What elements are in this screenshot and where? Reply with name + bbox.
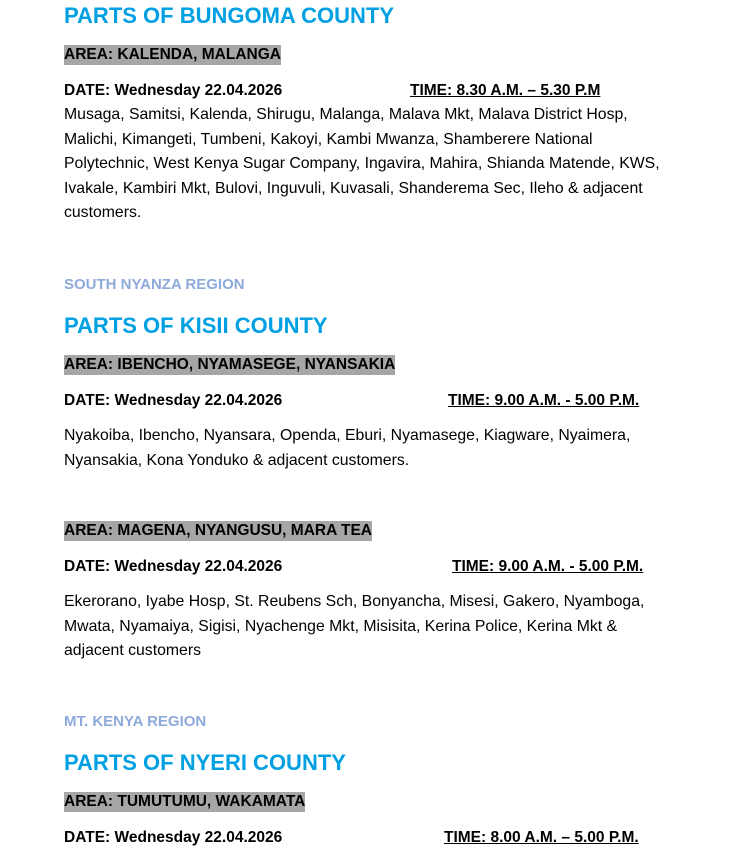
- places-list-kalenda: Musaga, Samitsi, Kalenda, Shirugu, Malanga, Malava Mkt, Malava District Hosp, Malichi, Kimangeti, Tumbeni, Kakoyi, Kambi Mwanza, Shamberere National Polytechnic, West Kenya Sugar Company, Ingavira, Mahira, Shianda Matende, KWS, Ivakale, Kambiri Mkt, Bulovi, Inguvuli, Kuvasali, Shanderema Sec, Ileho & adjacent customers.: [64, 106, 660, 221]
- region-label-mt-kenya: MT. KENYA REGION: [64, 713, 207, 730]
- date-text: DATE: Wednesday 22.04.2026: [64, 82, 283, 99]
- schedule-line-magena: [64, 557, 674, 577]
- time-text: TIME: 9.00 A.M. - 5.00 P.M.: [452, 558, 644, 575]
- schedule-line-kalenda: [64, 81, 674, 101]
- county-title-bungoma: PARTS OF BUNGOMA COUNTY: [64, 3, 394, 28]
- county-title-nyeri: PARTS OF NYERI COUNTY: [64, 750, 346, 775]
- date-text: DATE: Wednesday 22.04.2026: [64, 392, 283, 409]
- region-label-south-nyanza: SOUTH NYANZA REGION: [64, 276, 245, 293]
- time-text: TIME: 8.30 A.M. – 5.30 P.M: [410, 82, 601, 99]
- schedule-line-ibencho: [64, 391, 674, 411]
- places-list-magena: Ekerorano, Iyabe Hosp, St. Reubens Sch, Bonyancha, Misesi, Gakero, Nyamboga, Mwata, Nyamaiya, Sigisi, Nyachenge Mkt, Misisita, Kerina Police, Kerina Mkt & adjacent customers: [64, 593, 645, 659]
- area-label-ibencho: AREA: IBENCHO, NYAMASEGE, NYANSAKIA: [64, 356, 396, 373]
- time-text: TIME: 8.00 A.M. – 5.00 P.M.: [444, 829, 639, 846]
- date-text: DATE: Wednesday 22.04.2026: [64, 829, 283, 846]
- area-label-magena: AREA: MAGENA, NYANGUSU, MARA TEA: [64, 522, 373, 539]
- time-text: TIME: 9.00 A.M. - 5.00 P.M.: [448, 392, 640, 409]
- schedule-line-tumutumu: [64, 828, 674, 848]
- area-label-tumutumu: AREA: TUMUTUMU, WAKAMATA: [64, 793, 306, 810]
- county-title-kisii: PARTS OF KISII COUNTY: [64, 313, 328, 338]
- places-list-ibencho: Nyakoiba, Ibencho, Nyansara, Openda, Eburi, Nyamasege, Kiagware, Nyaimera, Nyansakia, Kona Yonduko & adjacent customers.: [64, 427, 631, 469]
- area-label-kalenda: AREA: KALENDA, MALANGA: [64, 46, 281, 63]
- date-text: DATE: Wednesday 22.04.2026: [64, 558, 283, 575]
